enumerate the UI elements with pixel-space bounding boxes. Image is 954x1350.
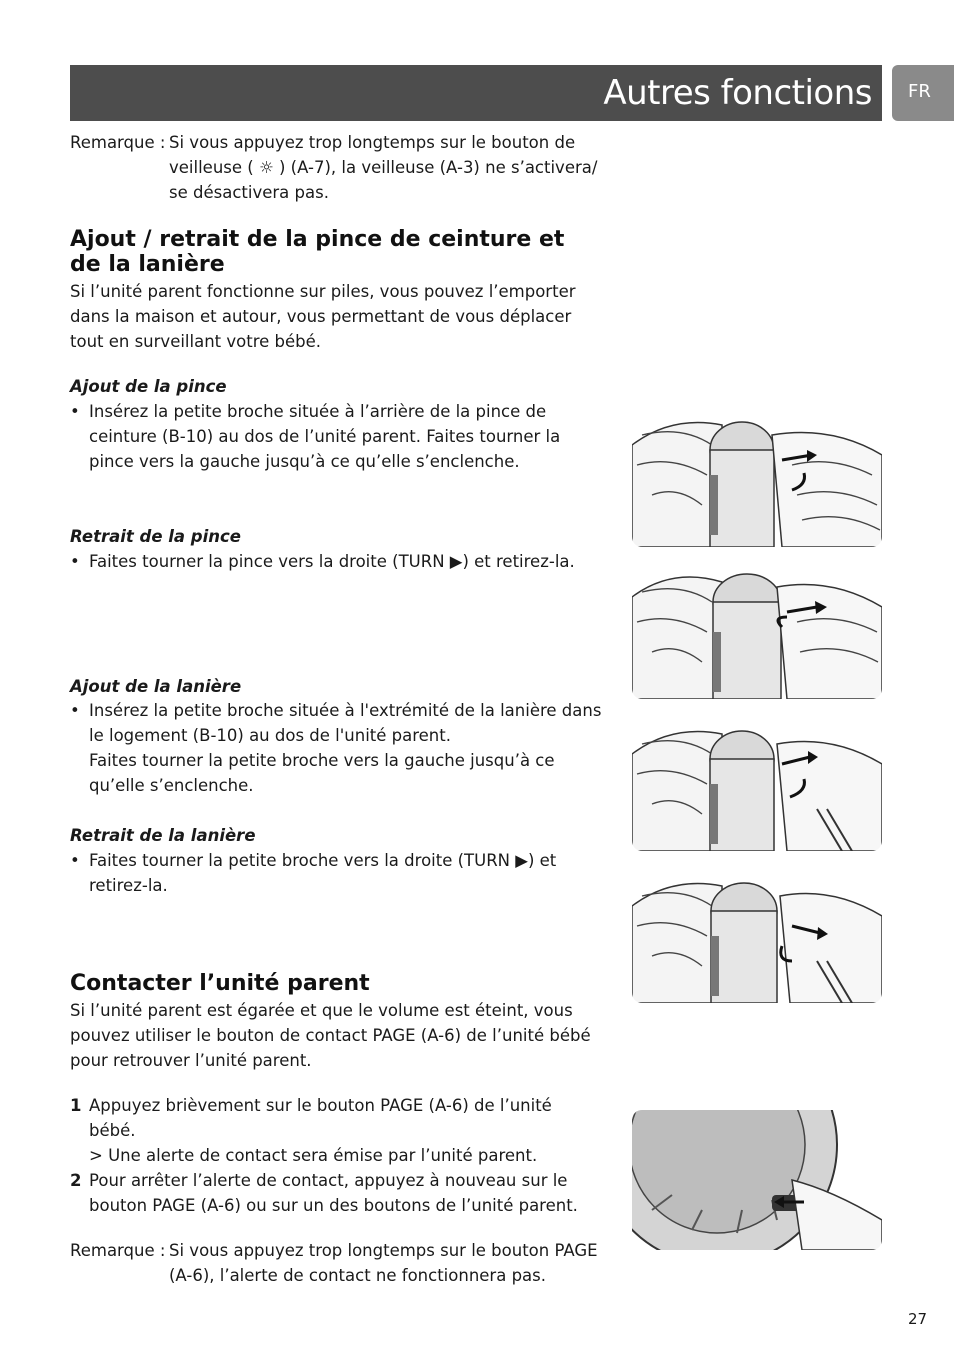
subheading: Retrait de la lanière: [70, 826, 256, 845]
bullet: •: [70, 402, 80, 421]
remark-text-line: Si vous appuyez trop longtemps sur le bouton de: [169, 133, 576, 152]
section-heading: de la lanière: [70, 252, 225, 277]
section-heading: Ajout / retrait de la pince de ceinture et: [70, 227, 565, 252]
paragraph-line: Si l’unité parent est égarée et que le volume est éteint, vous: [70, 1001, 573, 1020]
list-item-line: retirez-la.: [89, 876, 168, 895]
step-number: 1: [70, 1096, 82, 1115]
illustration-clip-attach: [632, 405, 882, 547]
subheading: Ajout de la pince: [70, 377, 227, 396]
remark-label: Remarque :: [70, 1241, 166, 1260]
step-line: bouton PAGE (A-6) ou sur un des boutons de l’unité parent.: [89, 1196, 578, 1215]
step-number: 2: [70, 1171, 82, 1190]
remark-label: Remarque :: [70, 133, 166, 152]
illustration-page-button: [632, 1110, 882, 1250]
subheading: Ajout de la lanière: [70, 677, 242, 696]
list-item-line: Faites tourner la petite broche vers la droite (TURN ▶) et: [89, 851, 557, 870]
paragraph-line: pour retrouver l’unité parent.: [70, 1051, 312, 1070]
paragraph-line: dans la maison et autour, vous permettant de vous déplacer: [70, 307, 572, 326]
paragraph-line: Si l’unité parent fonctionne sur piles, vous pouvez l’emporter: [70, 282, 576, 301]
bullet: •: [70, 701, 80, 720]
paragraph-line: pouvez utiliser le bouton de contact PAGE (A-6) de l’unité bébé: [70, 1026, 591, 1045]
remark-text-line: se désactivera pas.: [169, 183, 329, 202]
language-label: FR: [908, 81, 931, 102]
list-item-line: le logement (B-10) au dos de l'unité parent.: [89, 726, 451, 745]
illustration-clip-remove: [632, 557, 882, 699]
remark-text-line: veilleuse ( ☼ ) (A-7), la veilleuse (A-3) ne s’activera/: [169, 158, 598, 177]
header-bar: [70, 65, 882, 121]
language-tab: [892, 65, 954, 121]
list-item-line: pince vers la gauche jusqu’à ce qu’elle s’enclenche.: [89, 452, 520, 471]
illustration-strap-remove: [632, 861, 882, 1003]
step-line: Pour arrêter l’alerte de contact, appuyez à nouveau sur le: [89, 1171, 568, 1190]
page-number: 27: [908, 1310, 928, 1328]
page-title: Autres fonctions: [603, 73, 872, 113]
bullet: •: [70, 851, 80, 870]
list-item-line: Insérez la petite broche située à l'extrémité de la lanière dans: [89, 701, 602, 720]
step-line: Appuyez brièvement sur le bouton PAGE (A-6) de l’unité: [89, 1096, 552, 1115]
remark-text-line: Si vous appuyez trop longtemps sur le bouton PAGE: [169, 1241, 598, 1260]
step-line: bébé.: [89, 1121, 136, 1140]
subheading: Retrait de la pince: [70, 527, 241, 546]
remark-text-line: (A-6), l’alerte de contact ne fonctionnera pas.: [169, 1266, 546, 1285]
step-line: > Une alerte de contact sera émise par l’unité parent.: [89, 1146, 538, 1165]
list-item-line: Faites tourner la petite broche vers la gauche jusqu’à ce: [89, 751, 555, 770]
paragraph-line: tout en surveillant votre bébé.: [70, 332, 322, 351]
list-item-line: Faites tourner la pince vers la droite (TURN ▶) et retirez-la.: [89, 552, 575, 571]
list-item-line: Insérez la petite broche située à l’arrière de la pince de: [89, 402, 547, 421]
illustration-strap-attach: [632, 709, 882, 851]
list-item-line: ceinture (B-10) au dos de l’unité parent. Faites tourner la: [89, 427, 561, 446]
bullet: •: [70, 552, 80, 571]
list-item-line: qu’elle s’enclenche.: [89, 776, 254, 795]
section-heading: Contacter l’unité parent: [70, 971, 370, 996]
